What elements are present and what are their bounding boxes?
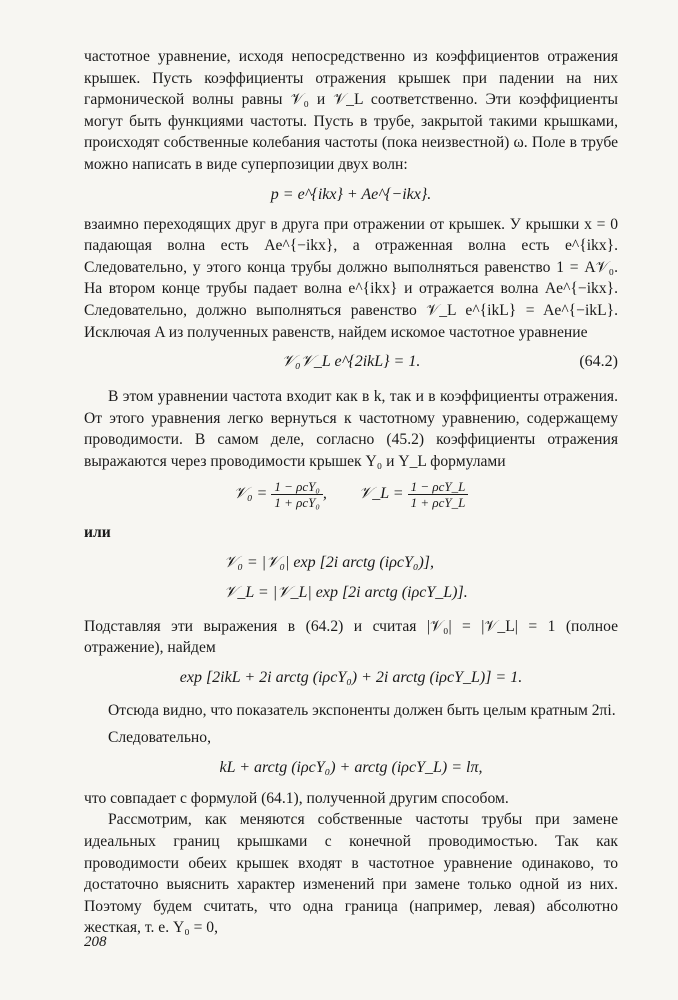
- paragraph-5: Отсюда видно, что показатель экспоненты должен быть целым кратным 2πi.: [108, 701, 616, 719]
- formula-v0: 𝒱₀ = $\frac{\text{1 − ρcY₀}}{\text{1 + ρcY₀}}$ ,: [233, 478, 327, 510]
- formula-v0-numerator: 1 − ρcY₀: [271, 479, 323, 495]
- exp-formulas: [224, 548, 618, 608]
- formula-v0-lhs: 𝒱₀ =: [233, 485, 268, 502]
- formula-v0-exp: 𝒱₀ = |𝒱₀| exp [2i arctg (iρcY₀)],: [224, 553, 434, 571]
- formula-vl-numerator: 1 − ρcY_L: [408, 479, 469, 495]
- paragraph-6: Следовательно,: [108, 729, 211, 747]
- equation-64-2: [84, 350, 618, 374]
- paragraph-7: что совпадает с формулой (64.1), полученной другим способом.: [84, 789, 509, 807]
- paragraph-4: Подставляя эти выражения в (64.2) и считая |𝒱₀| = |𝒱_L| = 1 (полное отражение), найдем: [84, 617, 618, 657]
- equation-number: (64.2): [579, 353, 618, 371]
- paragraph-3: В этом уравнении частота входит как в k, так и в коэффициенты отражения. От этого уравнения легко вернуться к частотному уравнению, содержащему проводимости. В самом деле, согласно (45.2) коэффициенты отражения выражаются через проводимости крышек Y₀ и Y_L формулами: [84, 388, 618, 470]
- paragraph-1: частотное уравнение, исходя непосредственно из коэффициентов отражения крышек. Пусть коэффициенты отражения крышек при падении на них гармонической волны равны 𝒱₀ и 𝒱_L соответственно. Эти коэффициенты могут быть функциями частоты. Пусть в трубе, закрытой такими крышками, происходят собственные колебания частоты (пока неизвестной) ω. Поле в трубе можно написать в виде суперпозиции двух волн:: [84, 48, 618, 173]
- equation-exp-text: exp [2ikL + 2i arctg (iρcY₀) + 2i arctg (iρcY_L)] = 1.: [179, 668, 523, 686]
- formula-vl: [359, 479, 468, 510]
- equation-wave: [84, 183, 618, 207]
- equation-kl-text: kL + arctg (iρcY₀) + arctg (iρcY_L) = lπ,: [219, 758, 483, 776]
- equation-exp: [84, 666, 618, 690]
- paragraph-8: Рассмотрим, как меняются собственные частоты трубы при замене идеальных границ крышками с конечной проводимостью. Так как проводимости обеих крышек входят в частотное уравнение одинаково, то достаточно выяснить характер изменений при замене только одной из них. Поэтому будем считать, что одна граница (например, левая) абсолютно жесткая, т. е. Y₀ = 0,: [84, 811, 618, 937]
- formula-vl-fraction: [408, 479, 469, 510]
- equation-wave-text: p = e^{ikx} + Ae^{−ikx}.: [270, 185, 432, 203]
- formula-v0-fraction: [271, 479, 323, 510]
- reflection-formulas: [84, 479, 618, 510]
- equation-64-2-text: 𝒱₀𝒱_L e^{2ikL} = 1.: [281, 353, 421, 371]
- word-ili: или: [84, 523, 111, 541]
- formula-vl-lhs: 𝒱_L =: [358, 485, 404, 502]
- formula-vl-exp: 𝒱_L = |𝒱_L| exp [2i arctg (iρcY_L)].: [224, 583, 468, 601]
- paragraph-2: взаимно переходящих друг в друга при отражении от крышек. У крышки x = 0 падающая волна есть Ae^{−ikx}, а отраженная волна есть e^{ikx}. Следовательно, у этого конца трубы должно выполняться равенство 1 = A𝒱₀. На втором конце трубы падает волна e^{ikx} и отражается волна Ae^{−ikx}. Следовательно, должно выполняться равенство 𝒱_L e^{ikL} = Ae^{−ikL}. Исключая A из полученных равенств, найдем искомое частотное уравнение: [84, 215, 618, 341]
- page-number: 208: [84, 934, 107, 950]
- formula-v0-denominator: 1 + ρcY₀: [274, 494, 320, 510]
- equation-kl: [84, 756, 618, 780]
- page-body: [84, 46, 618, 939]
- formula-vl-denominator: 1 + ρcY_L: [410, 494, 466, 510]
